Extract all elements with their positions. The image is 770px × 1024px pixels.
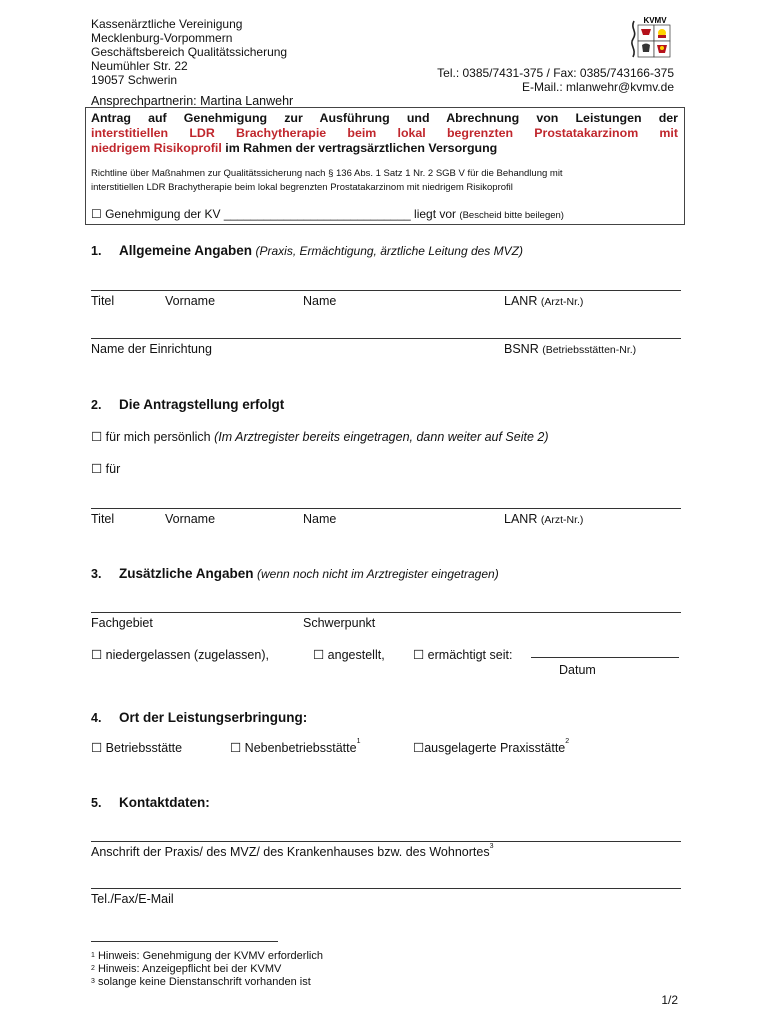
footnote-separator — [91, 941, 278, 942]
section-subtitle: (wenn noch nicht im Arztregister eingetragen) — [257, 567, 499, 581]
section-number: 1. — [91, 244, 102, 258]
option-personal-note: (Im Arztregister bereits eingetragen, dann weiter auf Seite 2) — [214, 430, 549, 444]
phone-fax: Tel.: 0385/7431-375 / Fax: 0385/743166-375 — [437, 66, 674, 80]
title-line-1: Antrag auf Genehmigung zur Ausführung und Abrechnung von Leistungen der — [91, 111, 678, 125]
input-line-applicant[interactable] — [91, 508, 681, 509]
contact-person: Ansprechpartnerin: Martina Lanwehr — [91, 94, 294, 108]
approval-note: (Bescheid bitte beilegen) — [459, 210, 564, 221]
page-number: 1/2 — [661, 993, 678, 1007]
option-outsourced-site[interactable]: ☐ausgelagerte Praxisstätte$^2$ — [413, 738, 570, 755]
label-first-name: Vorname — [165, 512, 216, 526]
title-line-3-red: niedrigem Risikoprofil — [91, 141, 222, 155]
label-title: Titel — [91, 294, 115, 308]
address-line: Geschäftsbereich Qualitätssicherung — [91, 45, 288, 59]
guideline-line: Richtline über Maßnahmen zur Qualitätssicherung nach § 136 Abs. 1 Satz 1 Nr. 2 SGB V für die Behandlung mit — [91, 168, 563, 179]
address-line: Neumühler Str. 22 — [91, 59, 188, 73]
sender-address — [91, 17, 287, 87]
title-line-3: im Rahmen der vertragsärztlichen Versorgung — [221, 141, 498, 155]
input-line-doctor[interactable] — [91, 290, 681, 291]
title-line-2: interstitiellen LDR Brachytherapie beim lokal begrenzten Prostatakarzinom mit — [91, 126, 678, 140]
footnote-3: $^3$ solange keine Dienstanschrift vorhanden ist — [91, 976, 311, 988]
footnote-ref: 2 — [565, 738, 570, 745]
footnote-ref: 1 — [356, 738, 361, 745]
option-for[interactable]: ☐ für — [91, 462, 121, 476]
label-bsnr: BSNR (Betriebsstätten-Nr.) — [504, 342, 637, 356]
label-focus: Schwerpunkt — [303, 616, 376, 630]
section-title: Die Antragstellung erfolgt — [119, 397, 285, 412]
address-line: Kassenärztliche Vereinigung — [91, 17, 243, 31]
label-institution: Name der Einrichtung — [91, 342, 212, 356]
label-address: Anschrift der Praxis/ des MVZ/ des Krankenhauses bzw. des Wohnortes$^3$ — [91, 843, 494, 859]
section-4-heading — [91, 710, 307, 725]
input-line-specialty[interactable] — [91, 612, 681, 613]
form-title — [91, 111, 678, 156]
label-first-name: Vorname — [165, 294, 216, 308]
section-subtitle: (Praxis, Ermächtigung, ärztliche Leitung des MVZ) — [255, 244, 523, 258]
label-title: Titel — [91, 512, 115, 526]
footnote-2: $^2$ Hinweis: Anzeigepflicht bei der KVMV — [91, 963, 282, 975]
section-number: 2. — [91, 398, 102, 412]
footnote-1: $^1$ Hinweis: Genehmigung der KVMV erforderlich — [91, 950, 323, 962]
label-date: Datum — [559, 663, 596, 677]
section-title: Ort der Leistungserbringung: — [119, 710, 308, 725]
approval-checkbox-row[interactable] — [91, 207, 564, 221]
option-settled[interactable]: ☐ niedergelassen (zugelassen), — [91, 648, 269, 662]
option-personal[interactable]: ☐ für mich persönlich (Im Arztregister bereits eingetragen, dann weiter auf Seite 2) — [91, 430, 549, 444]
label-lanr: LANR (Arzt-Nr.) — [504, 294, 584, 308]
guideline-line: interstitiellen LDR Brachytherapie beim lokal begrenzten Prostatakarzinom mit niedrigem Risikoprofil — [91, 181, 513, 193]
option-authorized[interactable]: ☐ ermächtigt seit: — [413, 648, 513, 662]
kvmv-logo — [628, 15, 678, 63]
option-employed[interactable]: ☐ angestellt, — [313, 648, 385, 662]
label-lanr: LANR (Arzt-Nr.) — [504, 512, 584, 526]
section-1-heading — [91, 243, 523, 258]
approval-label[interactable]: ☐ Genehmigung der KV ____________________________ liegt vor — [91, 207, 457, 221]
option-branch-site[interactable]: ☐ Nebenbetriebsstätte$^1$ — [230, 738, 361, 755]
address-line: Mecklenburg-Vorpommern — [91, 31, 233, 45]
section-number: 4. — [91, 711, 102, 725]
email: E-Mail.: mlanwehr@kvmv.de — [522, 80, 674, 94]
input-line-institution[interactable] — [91, 338, 681, 339]
section-2-heading — [91, 397, 284, 412]
guideline-text — [91, 167, 681, 194]
label-specialty: Fachgebiet — [91, 616, 153, 630]
input-line-contact[interactable] — [91, 888, 681, 889]
input-line-address[interactable] — [91, 841, 681, 842]
section-title: Allgemeine Angaben — [119, 243, 253, 258]
label-tel-fax-email: Tel./Fax/E-Mail — [91, 892, 174, 906]
section-number: 3. — [91, 567, 102, 581]
section-title: Zusätzliche Angaben — [119, 566, 254, 581]
contact-info — [437, 66, 674, 94]
logo-text: KVMV — [643, 16, 667, 25]
option-main-site[interactable]: ☐ Betriebsstätte — [91, 741, 183, 755]
address-line: 19057 Schwerin — [91, 73, 178, 87]
section-number: 5. — [91, 796, 102, 810]
label-name: Name — [303, 294, 337, 308]
label-name: Name — [303, 512, 337, 526]
section-5-heading — [91, 795, 210, 810]
section-title: Kontaktdaten: — [119, 795, 210, 810]
date-input-line[interactable] — [531, 657, 679, 658]
footnote-ref: 3 — [489, 843, 494, 850]
section-3-heading — [91, 566, 499, 581]
